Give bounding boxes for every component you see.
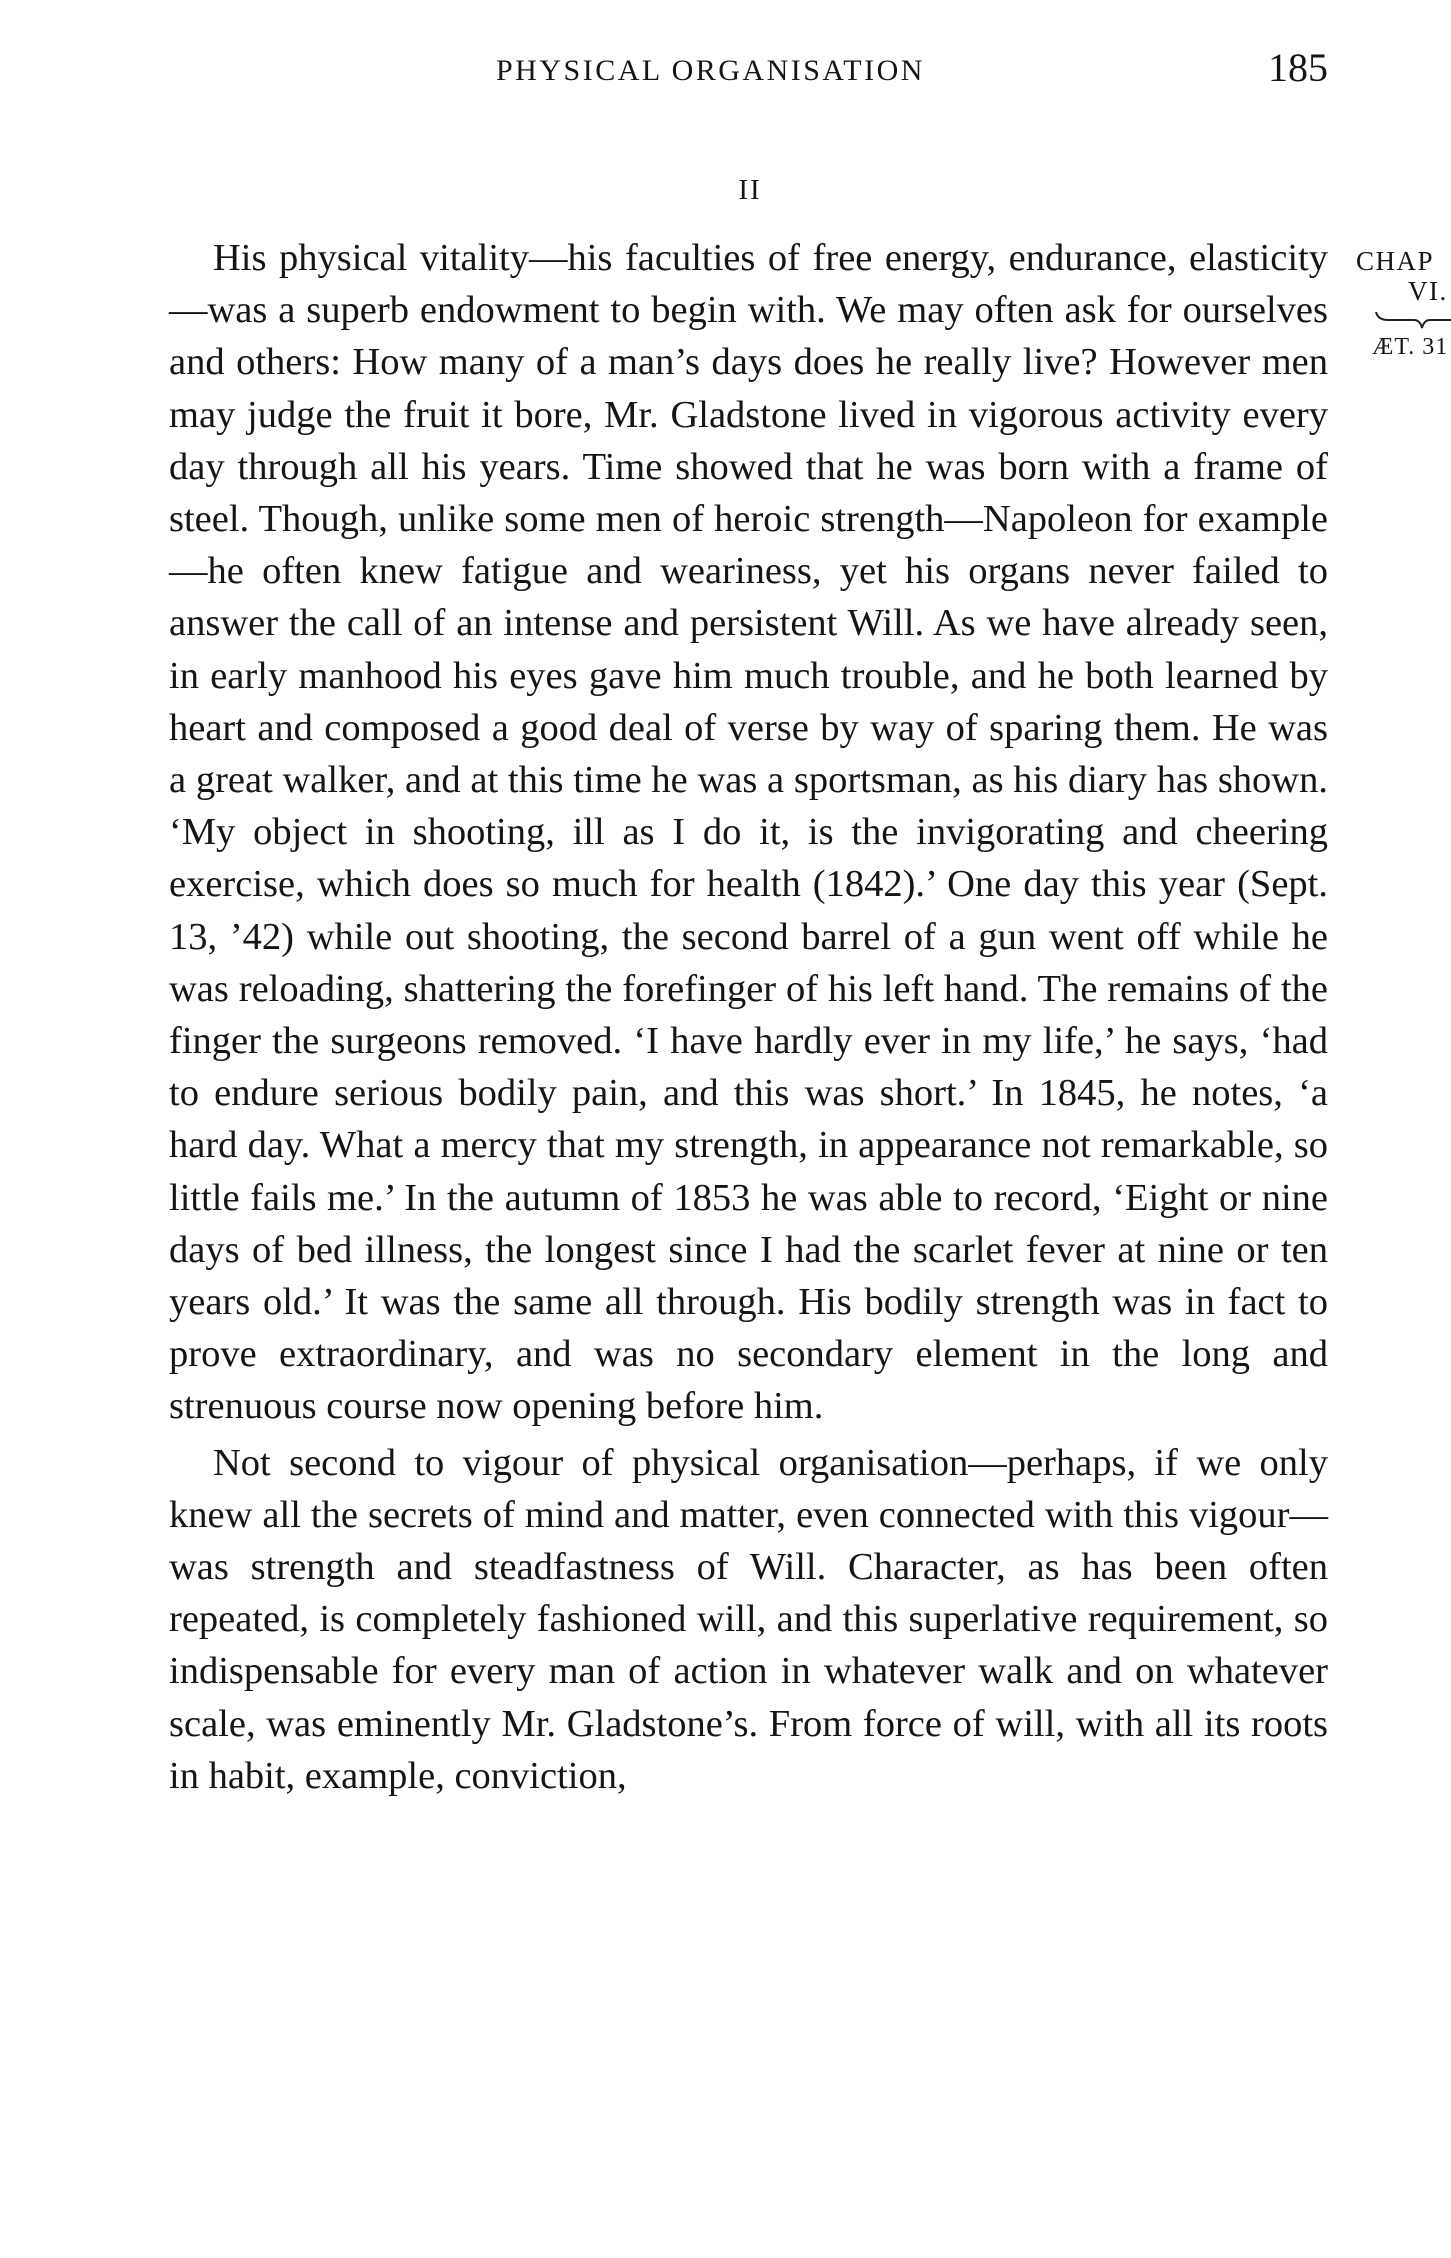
page-number: 185 [1268,45,1328,90]
running-title: PHYSICAL ORGANISATION [496,54,925,87]
margin-age-label: ÆT. 31 [1372,334,1449,360]
margin-chapter-label: CHAP [1356,246,1435,276]
paragraph-1: His physical vitality—his faculties of free energy, endurance, elasticity—was a superb endowment to begin with. We may often ask for ourselves and others: How many of a man’s days does he really live? However men may judge the fruit it bore, Mr. Gladstone lived in vigorous activity every day through all his years. Time showed that he was born with a frame of steel. Though, unlike some men of heroic strength—Napoleon for example—he often knew fatigue and weariness, yet his organs never failed to answer the call of an intense and persistent Will. As we have already seen, in early manhood his eyes gave him much trouble, and he both learned by heart and composed a good deal of verse by way of sparing them. He was a great walker, and at this time he was a sportsman, as his diary has shown. ‘My object in shooting, ill as I do it, is the invigorating and cheering exercise, which does so much for health (1842).’ One day this year (Sept. 13, ’42) while out shooting, the second barrel of a gun went off while he was reloading, shattering the forefinger of his left hand. The remains of the finger the surgeons removed. ‘I have hardly ever in my life,’ he says, ‘had to endure serious bodily pain, and this was short.’ In 1845, he notes, ‘a hard day. What a mercy that my strength, in appearance not remarkable, so little fails me.’ In the autumn of 1853 he was able to record, ‘Eight or nine days of bed illness, the longest since I had the scarlet fever at nine or ten years old.’ It was the same all through. His bodily strength was in fact to prove extraordinary, and was no secondary element in the long and strenuous course now opening before him. [169,237,1328,1428]
margin-brace-icon [1374,308,1451,330]
margin-note [1356,246,1451,362]
margin-chapter-number: VI. [1408,276,1448,306]
paragraph-2: Not second to vigour of physical organisation—perhaps, if we only knew all the secrets of mind and matter, even connected with this vigour—was strength and steadfastness of Will. Character, as has been often repeated, is completely fashioned will, and this superlative requirement, so indispensable for every man of action in whatever walk and on whatever scale, was eminently Mr. Gladstone’s. From force of will, with all its roots in habit, example, conviction, [169,1441,1328,1797]
section-numeral: II [738,174,762,206]
text-column [169,232,1328,1802]
running-head [168,44,1328,104]
